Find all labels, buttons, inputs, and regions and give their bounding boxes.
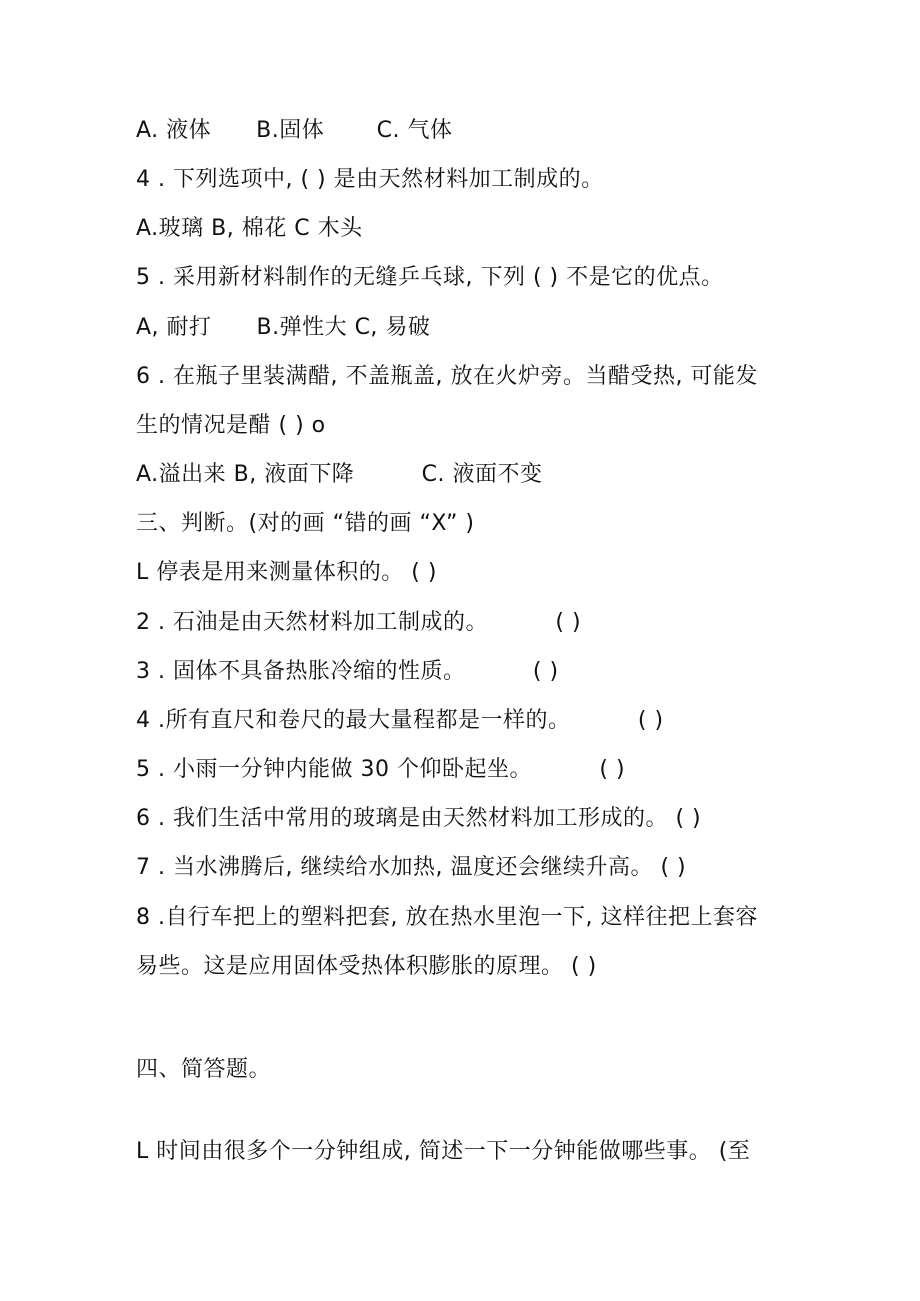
q4-options: A.玻璃 B, 棉花 C 木头 bbox=[136, 216, 363, 241]
section-4-heading: 四、简答题。 bbox=[136, 1057, 272, 1082]
judge-5: 5 . 小雨一分钟内能做 30 个仰卧起坐。 ( ) bbox=[136, 757, 626, 782]
judge-8-part1: 8 .自行车把上的塑料把套, 放在热水里泡一下, 这样往把上套容 bbox=[136, 905, 758, 930]
question-6-part1: 6 . 在瓶子里装满醋, 不盖瓶盖, 放在火炉旁。当醋受热, 可能发 bbox=[136, 364, 758, 389]
q3-options: A. 液体 B.固体 C. 气体 bbox=[136, 118, 453, 143]
question-4: 4 . 下列选项中, ( ) 是由天然材料加工制成的。 bbox=[136, 167, 604, 192]
question-6-part2: 生的情况是醋 ( ) o bbox=[136, 413, 326, 438]
judge-1: L 停表是用来测量体积的。 ( ) bbox=[136, 560, 437, 585]
judge-8-part2: 易些。这是应用固体受热体积膨胀的原理。 ( ) bbox=[136, 954, 597, 979]
q6-options: A.溢出来 B, 液面下降 C. 液面不变 bbox=[136, 462, 543, 487]
judge-4: 4 .所有直尺和卷尺的最大量程都是一样的。 ( ) bbox=[136, 708, 664, 733]
short-answer-1: L 时间由很多个一分钟组成, 简述一下一分钟能做哪些事。 (至 bbox=[136, 1139, 751, 1164]
judge-6: 6 . 我们生活中常用的玻璃是由天然材料加工形成的。 ( ) bbox=[136, 806, 702, 831]
section-3-heading: 三、判断。(对的画 “错的画 “X” ) bbox=[136, 511, 475, 536]
judge-2: 2 . 石油是由天然材料加工制成的。 ( ) bbox=[136, 610, 582, 635]
judge-3: 3 . 固体不具备热胀冷缩的性质。 ( ) bbox=[136, 659, 559, 684]
q5-options: A, 耐打 B.弹性大 C, 易破 bbox=[136, 315, 431, 340]
question-5: 5 . 采用新材料制作的无缝乒乓球, 下列 ( ) 不是它的优点。 bbox=[136, 265, 724, 290]
judge-7: 7 . 当水沸腾后, 继续给水加热, 温度还会继续升高。 ( ) bbox=[136, 855, 687, 880]
